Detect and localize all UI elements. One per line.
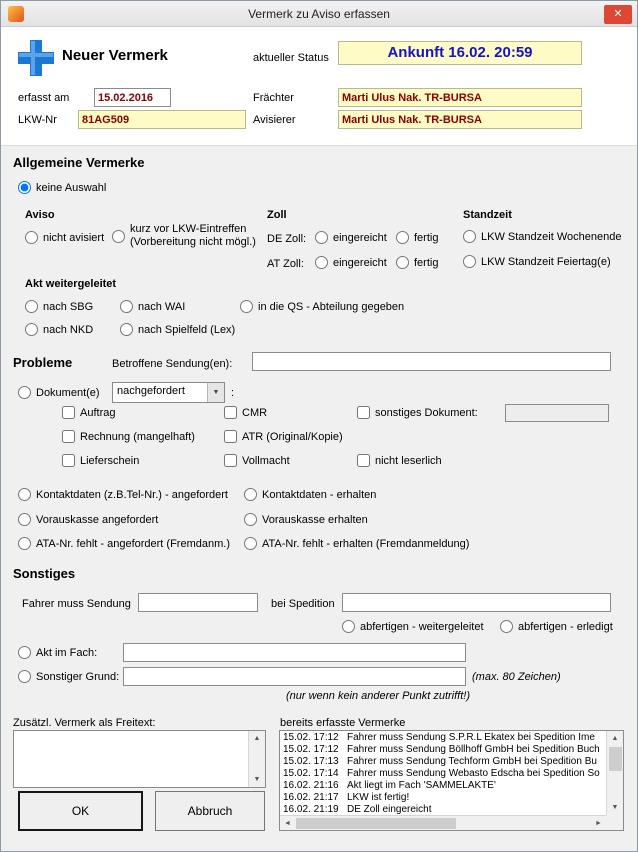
zoll-heading: Zoll (267, 209, 287, 221)
colon-label: : (231, 387, 235, 399)
scroll-right-icon[interactable]: ► (595, 819, 602, 827)
ok-button[interactable] (18, 791, 143, 831)
scroll-up-icon[interactable]: ▲ (611, 735, 619, 742)
radio-label: ATA-Nr. fehlt - angefordert (Fremdanm.) (36, 537, 230, 550)
de-fertig-radio[interactable] (396, 231, 409, 244)
section-probleme: Probleme (13, 355, 73, 370)
ok-button-label: OK (71, 804, 90, 818)
checkbox-label: ATR (Original/Kopie) (242, 430, 343, 443)
close-button[interactable] (604, 5, 632, 24)
checkbox-lieferschein[interactable] (62, 454, 139, 467)
vermerk-text: LKW ist fertig! (347, 792, 410, 803)
betroffene-sendungen-label: Betroffene Sendung(en): (112, 358, 233, 370)
scroll-down-icon[interactable]: ▼ (611, 804, 619, 811)
radio-label: ATA-Nr. fehlt - erhalten (Fremdanmeldung) (262, 537, 470, 550)
radio-label: Kontaktdaten (z.B.Tel-Nr.) - angefordert (36, 488, 228, 501)
checkbox-cmr[interactable] (224, 406, 267, 419)
radio-nicht-avisiert[interactable] (25, 231, 104, 244)
nicht-leserlich-checkbox[interactable] (357, 454, 370, 467)
radio-nach-spielfeld[interactable] (120, 323, 235, 336)
vermerk-time: 15.02. 17:14 (283, 768, 339, 779)
radio-label-line2: (Vorbereitung nicht mögl.) (130, 236, 256, 248)
radio-label: eingereicht (333, 256, 387, 269)
nach-nkd-radio[interactable] (25, 323, 38, 336)
radio-at-zoll-fertig[interactable] (396, 256, 438, 269)
akt-weitergeleitet-heading: Akt weitergeleitet (25, 278, 117, 290)
bei-spedition-label: bei Spedition (271, 598, 335, 610)
plus-icon (18, 40, 54, 76)
dropdown-value: nachgefordert (117, 385, 185, 397)
kurz-vor-lkw-radio[interactable] (112, 230, 125, 243)
section-sonstiges: Sonstiges (13, 566, 76, 581)
nach-spielfeld-radio[interactable] (120, 323, 133, 336)
radio-abfertigen-erledigt[interactable] (500, 620, 613, 633)
fahrer-muss-sendung-label: Fahrer muss Sendung (22, 598, 131, 610)
radio-de-zoll-fertig[interactable] (396, 231, 438, 244)
at-eingereicht-radio[interactable] (315, 256, 328, 269)
vermerke-listbox[interactable] (279, 730, 624, 831)
vermerk-text: Fahrer muss Sendung Webasto Edscha bei Spedition So (347, 768, 600, 779)
radio-label: nach WAI (138, 300, 186, 313)
lkw-nr-field[interactable] (78, 110, 246, 129)
sonstiges-dokument-field[interactable] (505, 404, 609, 422)
sonstiger-grund-radio[interactable] (18, 670, 31, 683)
radio-akt-im-fach[interactable] (18, 646, 97, 659)
standzeit-heading: Standzeit (463, 209, 512, 221)
scroll-up-icon[interactable]: ▲ (253, 735, 261, 742)
atr-checkbox[interactable] (224, 430, 237, 443)
kontakt-erhalten-radio[interactable] (244, 488, 257, 501)
freitext-textarea[interactable] (14, 731, 248, 787)
radio-at-zoll-eingereicht[interactable] (315, 256, 387, 269)
keine-auswahl-radio[interactable] (18, 181, 31, 194)
window-title: Vermerk zu Aviso erfassen (248, 7, 390, 21)
vorauskasse-angefordert-radio[interactable] (18, 513, 31, 526)
checkbox-label: Vollmacht (242, 454, 290, 467)
radio-label: abfertigen - weitergeleitet (360, 620, 484, 633)
akt-im-fach-field[interactable] (123, 643, 466, 662)
vorauskasse-erhalten-radio[interactable] (244, 513, 257, 526)
scroll-left-icon[interactable]: ◄ (284, 819, 291, 827)
lieferschein-checkbox[interactable] (62, 454, 75, 467)
scroll-down-icon[interactable]: ▼ (253, 776, 261, 783)
checkbox-sonstiges-dokument[interactable] (357, 406, 478, 419)
vermerk-text: Fahrer muss Sendung Böllhoff GmbH bei Spedition Buch (347, 744, 600, 755)
dokumente-radio[interactable] (18, 386, 31, 399)
radio-standzeit-wochenende[interactable] (463, 230, 621, 243)
hinweis-note: (nur wenn kein anderer Punkt zutrifft!) (285, 690, 470, 702)
radio-dokumente[interactable] (18, 386, 100, 399)
radio-label-line1: kurz vor LKW-Eintreffen (130, 223, 247, 235)
vermerk-time: 16.02. 21:19 (283, 804, 339, 815)
radio-label: keine Auswahl (36, 181, 107, 194)
radio-label: fertig (414, 231, 439, 244)
checkbox-label: sonstiges Dokument: (375, 406, 478, 419)
vermerk-row[interactable] (281, 732, 606, 744)
radio-abfertigen-weitergeleitet[interactable] (342, 620, 484, 633)
radio-label: Vorauskasse angefordert (36, 513, 159, 526)
radio-ata-erhalten[interactable] (244, 537, 469, 550)
rechnung-checkbox[interactable] (62, 430, 75, 443)
vermerk-text: Akt liegt im Fach 'SAMMELAKTE' (347, 780, 496, 791)
radio-keine-auswahl[interactable] (18, 181, 106, 194)
lkw-nr-label: LKW-Nr (18, 114, 57, 126)
horizontal-scroll-thumb[interactable] (296, 818, 456, 829)
vertical-scroll-thumb[interactable] (609, 747, 622, 771)
radio-label: LKW Standzeit Feiertag(e) (481, 255, 611, 268)
radio-qs-abteilung[interactable] (240, 300, 404, 313)
spedition-field[interactable] (342, 593, 611, 612)
checkbox-label: nicht leserlich (375, 454, 442, 467)
nach-sbg-radio[interactable] (25, 300, 38, 313)
section-allgemeine-vermerke: Allgemeine Vermerke (13, 155, 145, 170)
radio-label: eingereicht (333, 231, 387, 244)
vermerk-time: 15.02. 17:13 (283, 756, 339, 767)
checkbox-atr[interactable] (224, 430, 343, 443)
sonstiges-dokument-checkbox[interactable] (357, 406, 370, 419)
vermerk-row[interactable] (281, 804, 606, 815)
qs-abteilung-radio[interactable] (240, 300, 253, 313)
vermerk-time: 16.02. 21:17 (283, 792, 339, 803)
vermerk-time: 16.02. 21:16 (283, 780, 339, 791)
dokumente-status-dropdown[interactable] (112, 382, 225, 403)
vermerk-text: Fahrer muss Sendung Techform GmbH bei Spedition Bu (347, 756, 597, 767)
vermerk-time: 15.02. 17:12 (283, 732, 339, 743)
sonstiger-grund-field[interactable] (123, 667, 466, 686)
chevron-down-icon[interactable]: ▼ (207, 383, 224, 402)
auftrag-checkbox[interactable] (62, 406, 75, 419)
radio-label: Dokument(e) (36, 386, 100, 399)
ata-erhalten-radio[interactable] (244, 537, 257, 550)
radio-vorauskasse-angefordert[interactable] (18, 513, 158, 526)
erfasst-am-field[interactable] (94, 88, 171, 107)
vermerk-time: 15.02. 17:12 (283, 744, 339, 755)
kontakt-angefordert-radio[interactable] (18, 488, 31, 501)
fraechter-label: Frächter (253, 92, 294, 104)
fahrer-sendung-field[interactable] (138, 593, 258, 612)
radio-label (130, 223, 256, 249)
nicht-avisiert-radio[interactable] (25, 231, 38, 244)
scrollbar-corner (606, 815, 623, 830)
de-zoll-label: DE Zoll: (267, 233, 307, 245)
radio-label: nach NKD (43, 323, 94, 336)
standzeit-wochenende-radio[interactable] (463, 230, 476, 243)
radio-vorauskasse-erhalten[interactable] (244, 513, 368, 526)
list-horizontal-scrollbar[interactable] (280, 815, 606, 830)
fraechter-field[interactable] (338, 88, 582, 107)
radio-label: LKW Standzeit Wochenende (481, 230, 622, 243)
nach-wai-radio[interactable] (120, 300, 133, 313)
vermerk-text: DE Zoll eingereicht (347, 804, 432, 815)
radio-nach-nkd[interactable] (25, 323, 93, 336)
checkbox-label: Lieferschein (80, 454, 140, 467)
checkbox-rechnung[interactable] (62, 430, 195, 443)
freitext-label: Zusätzl. Vermerk als Freitext: (13, 717, 156, 729)
at-zoll-label: AT Zoll: (267, 258, 304, 270)
vermerk-text: Fahrer muss Sendung S.P.R.L Ekatex bei Spedition Ime (347, 732, 595, 743)
checkbox-label: CMR (242, 406, 268, 419)
page-title: Neuer Vermerk (62, 47, 168, 64)
vermerk-row[interactable] (281, 744, 606, 756)
vermerke-label: bereits erfasste Vermerke (280, 717, 406, 729)
radio-label: nach SBG (43, 300, 94, 313)
checkbox-vollmacht[interactable] (224, 454, 290, 467)
radio-kontaktdaten-angefordert[interactable] (18, 488, 228, 501)
vermerke-rows (281, 732, 606, 815)
de-eingereicht-radio[interactable] (315, 231, 328, 244)
radio-nach-sbg[interactable] (25, 300, 93, 313)
status-value: Ankunft 16.02. 20:59 (338, 41, 582, 65)
aviso-heading: Aviso (25, 209, 55, 221)
radio-nach-wai[interactable] (120, 300, 185, 313)
radio-label: nach Spielfeld (Lex) (138, 323, 236, 336)
checkbox-auftrag[interactable] (62, 406, 115, 419)
radio-label: abfertigen - erledigt (518, 620, 613, 633)
title-bar[interactable] (1, 1, 637, 27)
abfertigen-erledigt-radio[interactable] (500, 620, 513, 633)
list-vertical-scrollbar[interactable] (606, 731, 623, 815)
freitext-box[interactable] (13, 730, 266, 788)
radio-label: Kontaktdaten - erhalten (262, 488, 377, 501)
radio-kontaktdaten-erhalten[interactable] (244, 488, 376, 501)
radio-ata-angefordert[interactable] (18, 537, 230, 550)
status-label: aktueller Status (253, 52, 329, 64)
checkbox-label: Rechnung (mangelhaft) (80, 430, 195, 443)
checkbox-nicht-leserlich[interactable] (357, 454, 442, 467)
freitext-vertical-scrollbar[interactable] (248, 731, 265, 787)
max-zeichen-note: (max. 80 Zeichen) (472, 671, 561, 683)
avisierer-label: Avisierer (253, 114, 296, 126)
radio-label: Vorauskasse erhalten (262, 513, 368, 526)
standzeit-feiertag-radio[interactable] (463, 255, 476, 268)
radio-label: nicht avisiert (43, 231, 105, 244)
radio-sonstiger-grund[interactable] (18, 670, 119, 683)
abbruch-button[interactable] (155, 791, 265, 831)
ata-angefordert-radio[interactable] (18, 537, 31, 550)
radio-de-zoll-eingereicht[interactable] (315, 231, 387, 244)
abfertigen-weitergeleitet-radio[interactable] (342, 620, 355, 633)
abbruch-button-label: Abbruch (187, 804, 233, 818)
vollmacht-checkbox[interactable] (224, 454, 237, 467)
vermerk-row[interactable] (281, 792, 606, 804)
radio-kurz-vor-lkw-eintreffen[interactable] (112, 221, 256, 251)
radio-label: in die QS - Abteilung gegeben (258, 300, 405, 313)
radio-label: Akt im Fach: (36, 646, 98, 659)
akt-im-fach-radio[interactable] (18, 646, 31, 659)
avisierer-field[interactable] (338, 110, 582, 129)
radio-label: Sonstiger Grund: (36, 670, 120, 683)
close-icon: ✕ (613, 8, 623, 20)
vermerk-row[interactable] (281, 756, 606, 768)
radio-label: fertig (414, 256, 439, 269)
vermerk-row[interactable] (281, 768, 606, 780)
vermerk-row[interactable] (281, 780, 606, 792)
cmr-checkbox[interactable] (224, 406, 237, 419)
checkbox-label: Auftrag (80, 406, 116, 419)
radio-standzeit-feiertag[interactable] (463, 255, 611, 268)
erfasst-am-label: erfasst am (18, 92, 70, 104)
betroffene-sendungen-field[interactable] (252, 352, 611, 371)
at-fertig-radio[interactable] (396, 256, 409, 269)
